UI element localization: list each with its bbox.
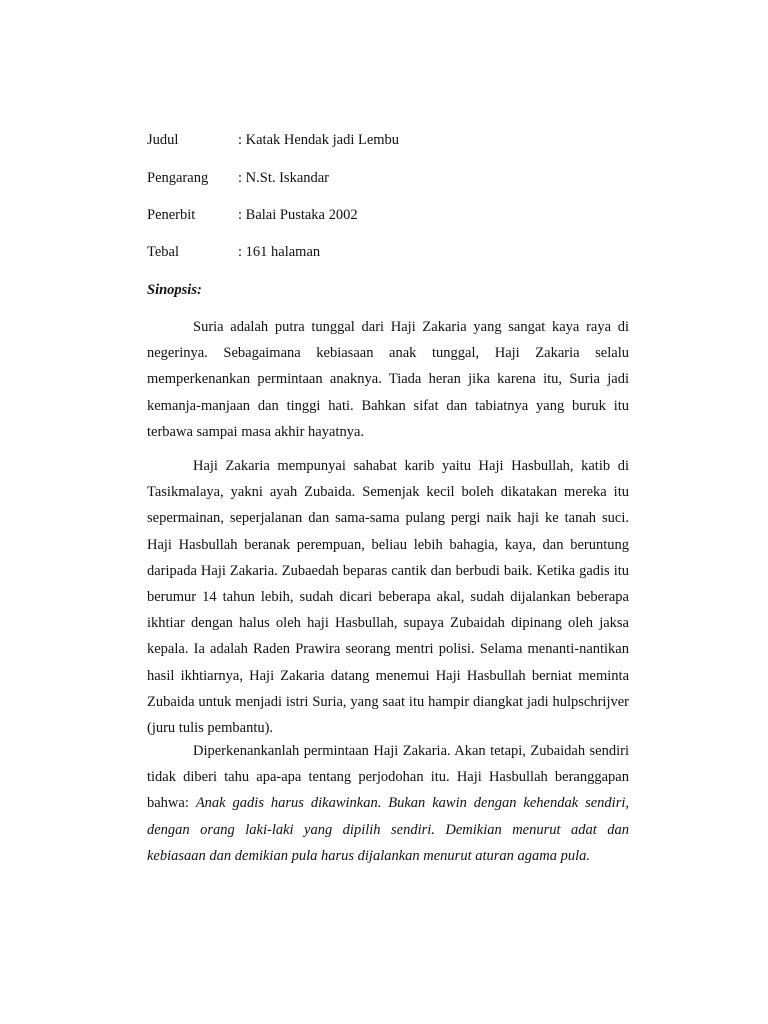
pengarang-label: Pengarang [147, 170, 209, 186]
meta-row-penerbit [147, 205, 627, 225]
judul-label: Judul [147, 132, 179, 148]
judul-value: : Katak Hendak jadi Lembu [238, 132, 400, 148]
meta-row-tebal [147, 242, 627, 262]
penerbit-value: : Balai Pustaka 2002 [238, 207, 358, 223]
meta-row-pengarang [147, 168, 627, 188]
sinopsis-heading: Sinopsis: [147, 282, 202, 298]
tebal-label: Tebal [147, 244, 179, 260]
meta-row-judul [147, 130, 627, 150]
sinopsis-paragraph-2: Haji Zakaria mempunyai sahabat karib yaitu Haji Hasbullah, katib di Tasikmalaya, yakni ayah Zubaida. Semenjak kecil boleh dikatakan mereka itu sepermainan, seperjalanan dan sama-sama pulang pergi naik haji ke tanah suci. Haji Hasbullah beranak perempuan, beliau lebih bahagia, kaya, dan beruntung daripada Haji Zakaria. Zubaedah beparas cantik dan berbudi baik. Ketika gadis itu berumur 14 tahun lebih, sudah dicari beberapa akal, sudah dijalankan beberapa ikhtiar dengan halus oleh haji Hasbullah, supaya Zubaidah dipinang oleh jaksa kepala. Ia adalah Raden Prawira seorang mentri polisi. Selama menanti-nantikan hasil ikhtiarnya, Haji Zakaria datang menemui Haji Hasbullah berniat meminta Zubaida untuk menjadi istri Suria, yang saat itu hampir diangkat jadi hulpschrijver (juru tulis pembantu). [147, 458, 629, 737]
sinopsis-paragraph-1: Suria adalah putra tunggal dari Haji Zakaria yang sangat kaya raya di negerinya. Sebagaimana kebiasaan anak tunggal, Haji Zakaria selalu memperkenankan permintaan anaknya. Tiada heran jika karena itu, Suria jadi kemanja-manjaan dan tinggi hati. Bahkan sifat dan tabiatnya yang buruk itu terbawa sampai masa akhir hayatnya. [147, 319, 629, 440]
tebal-value: : 161 halaman [238, 244, 321, 260]
paragraph-3-plain-text: Diperkenankanlah permintaan Haji Zakaria. Akan tetapi, Zubaidah sendiri tidak diberi tahu apa-apa tentang perjodohan itu. Haji Hasbullah beranggapan bahwa: [147, 743, 629, 812]
sinopsis-paragraph-3 [147, 738, 629, 869]
paragraph-3-italic-quote: Anak gadis harus dikawinkan. Bukan kawin dengan kehendak sendiri, dengan orang laki-laki yang dipilih sendiri. Demikian menurut adat dan kebiasaan dan demikian pula harus dijalankan menurut aturan agama pula. [147, 795, 629, 864]
penerbit-label: Penerbit [147, 207, 196, 223]
pengarang-value: : N.St. Iskandar [238, 170, 330, 186]
